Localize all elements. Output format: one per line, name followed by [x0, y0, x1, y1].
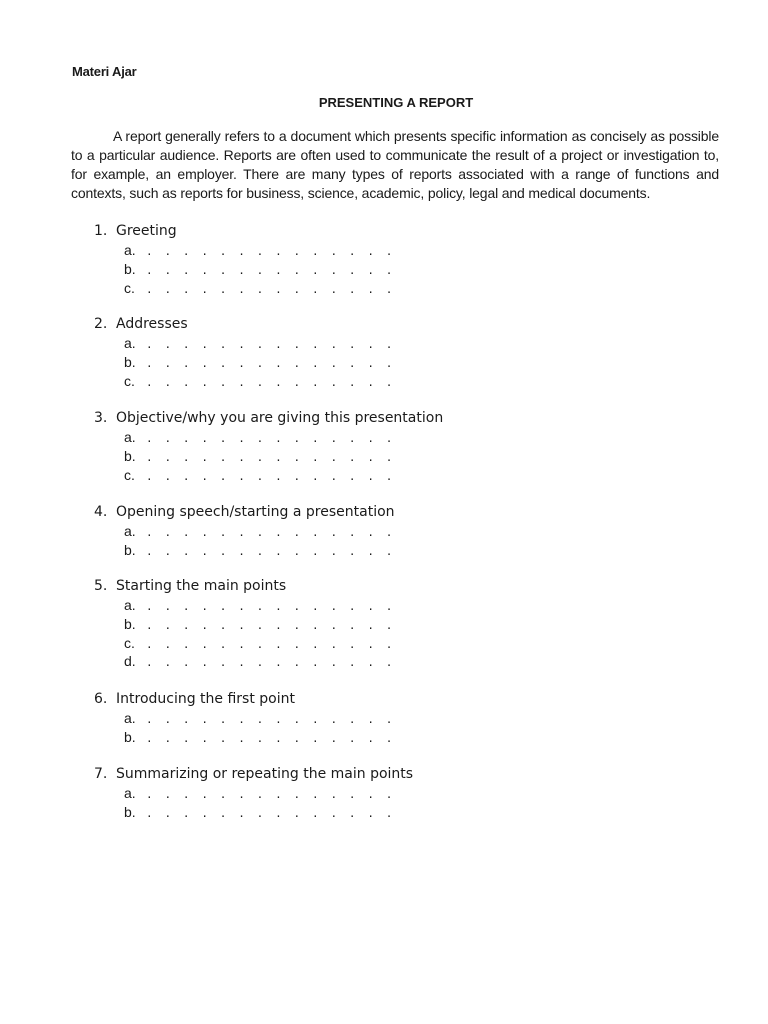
sub-item-list: [94, 784, 714, 822]
intro-paragraph: A report generally refers to a document which presents specific information as concisely as possible to a particular audience. Reports are often used to communicate the result of a project or investigation to, for example, an employer. There are many types of reports associated with a range of functions and contexts, such as reports for business, science, academic, policy, legal and medical documents.: [71, 128, 719, 201]
item-letter: a.: [124, 597, 136, 613]
answer-blank: . . . . . . . . . . . . . .: [146, 450, 396, 464]
answer-blank: . . . . . . . . . . . . . .: [146, 618, 396, 632]
section-7: [94, 765, 714, 822]
list-item: [94, 241, 714, 260]
list-item: [94, 784, 714, 803]
sub-item-list: [94, 334, 714, 390]
list-item: [94, 279, 714, 298]
item-letter: a.: [124, 523, 136, 539]
item-letter: b.: [124, 541, 136, 558]
answer-blank: . . . . . . . . . . . . . .: [146, 788, 396, 801]
sub-item-list: [94, 709, 714, 747]
section-title: Greeting: [116, 223, 177, 239]
answer-blank: . . . . . . . . . . . . . .: [146, 544, 396, 558]
list-item: [94, 260, 714, 279]
section-4: [94, 503, 714, 560]
item-letter: c.: [124, 279, 135, 296]
section-heading: [94, 222, 714, 241]
answer-blank: . . . . . . . . . . . . . .: [146, 600, 396, 613]
answer-blank: . . . . . . . . . . . . . .: [146, 713, 396, 726]
list-item: [94, 652, 714, 671]
section-number: 1.: [94, 223, 108, 239]
section-heading: [94, 765, 714, 784]
section-title: Addresses: [116, 316, 188, 332]
section-title: Opening speech/starting a presentation: [116, 504, 395, 520]
list-item: [94, 353, 714, 372]
list-item: [94, 466, 714, 485]
item-letter: b.: [124, 353, 136, 370]
item-letter: b.: [124, 615, 136, 632]
section-heading: [94, 409, 714, 428]
section-number: 6.: [94, 691, 108, 707]
item-letter: b.: [124, 803, 136, 820]
section-title: Summarizing or repeating the main points: [116, 766, 414, 782]
section-6: [94, 690, 714, 747]
document-title: PRESENTING A REPORT: [318, 95, 474, 110]
item-letter: a.: [124, 710, 136, 726]
section-heading: [94, 503, 714, 522]
section-heading: [94, 690, 714, 709]
sub-item-list: [94, 428, 714, 484]
section-number: 4.: [94, 504, 108, 520]
answer-blank: . . . . . . . . . . . . . .: [146, 656, 396, 670]
list-item: [94, 615, 714, 634]
section-5: [94, 577, 714, 671]
section-1: [94, 222, 714, 297]
item-letter: c.: [124, 634, 135, 651]
list-item: [94, 728, 714, 747]
answer-blank: . . . . . . . . . . . . . .: [146, 637, 396, 651]
section-number: 7.: [94, 766, 108, 782]
answer-blank: . . . . . . . . . . . . . .: [146, 806, 396, 820]
list-item: [94, 372, 714, 391]
answer-blank: . . . . . . . . . . . . . .: [146, 432, 396, 445]
section-title: Introducing the first point: [116, 691, 295, 707]
answer-blank: . . . . . . . . . . . . . .: [146, 469, 396, 483]
list-item: [94, 541, 714, 560]
item-letter: c.: [124, 466, 135, 483]
answer-blank: . . . . . . . . . . . . . .: [146, 356, 396, 370]
answer-blank: . . . . . . . . . . . . . .: [146, 245, 396, 258]
section-heading: [94, 315, 714, 334]
document-header-label: Materi Ajar: [72, 64, 137, 79]
item-letter: c.: [124, 372, 135, 389]
item-letter: a.: [124, 785, 136, 801]
item-letter: b.: [124, 260, 136, 277]
answer-blank: . . . . . . . . . . . . . .: [146, 375, 396, 389]
section-title: Starting the main points: [116, 578, 287, 594]
section-3: [94, 409, 714, 484]
sub-item-list: [94, 522, 714, 560]
item-letter: b.: [124, 728, 136, 745]
item-letter: d.: [124, 653, 136, 670]
list-item: [94, 522, 714, 541]
item-letter: a.: [124, 429, 136, 445]
list-item: [94, 709, 714, 728]
answer-blank: . . . . . . . . . . . . . .: [146, 338, 396, 351]
answer-blank: . . . . . . . . . . . . . .: [146, 263, 396, 277]
list-item: [94, 334, 714, 353]
list-item: [94, 428, 714, 447]
list-item: [94, 596, 714, 615]
list-item: [94, 803, 714, 822]
list-item: [94, 634, 714, 653]
list-item: [94, 447, 714, 466]
sub-item-list: [94, 241, 714, 297]
answer-blank: . . . . . . . . . . . . . .: [146, 526, 396, 539]
answer-blank: . . . . . . . . . . . . . .: [146, 731, 396, 745]
answer-blank: . . . . . . . . . . . . . .: [146, 282, 396, 296]
section-number: 2.: [94, 316, 108, 332]
section-number: 3.: [94, 410, 108, 426]
item-letter: a.: [124, 335, 136, 351]
item-letter: a.: [124, 242, 136, 258]
section-number: 5.: [94, 578, 108, 594]
section-title: Objective/why you are giving this presentation: [116, 410, 444, 426]
item-letter: b.: [124, 447, 136, 464]
section-heading: [94, 577, 714, 596]
sub-item-list: [94, 596, 714, 671]
section-2: [94, 315, 714, 390]
